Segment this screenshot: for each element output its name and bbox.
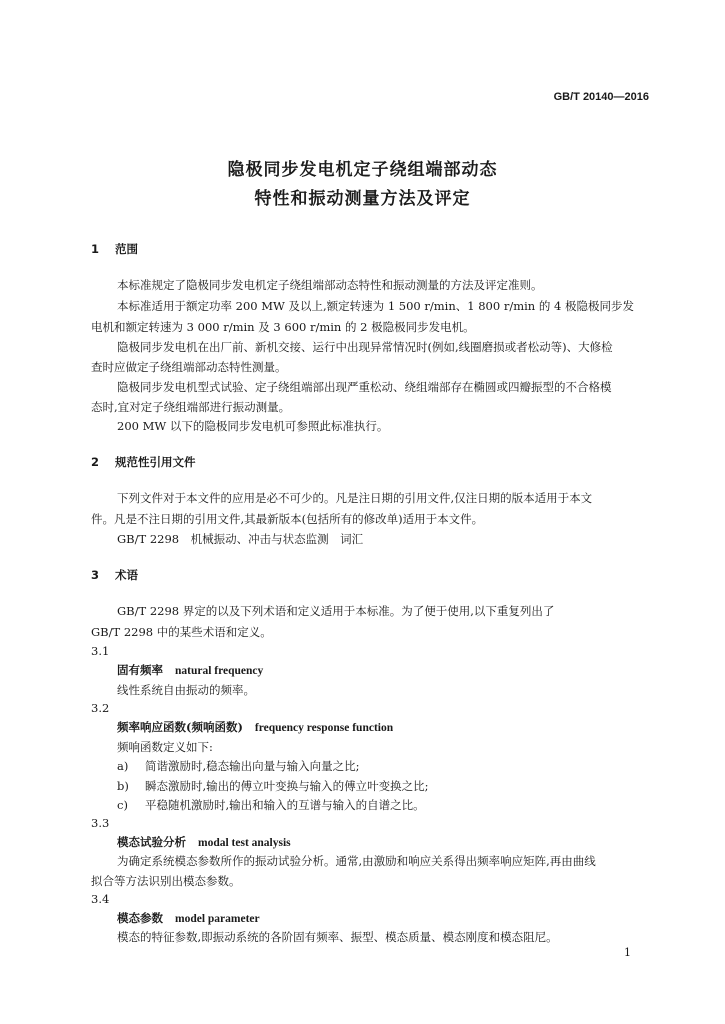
term-number: 3.1: [91, 644, 110, 658]
term-number: 3.2: [91, 701, 110, 715]
list-item: [117, 778, 429, 794]
term-name-zh: 频率响应函数(频响函数): [117, 720, 243, 734]
section-3-heading: [91, 567, 138, 583]
list-item: [117, 758, 360, 774]
term-definition: 为确定系统模态参数所作的振动试验分析。通常,由激励和响应关系得出频率响应矩阵,再由曲线: [117, 854, 596, 868]
paragraph: 查时应做定子绕组端部动态特性测量。: [91, 360, 287, 374]
list-item-text: 简谐激励时,稳态输出向量与输入向量之比;: [145, 759, 360, 773]
list-item-text: 平稳随机激励时,输出和输入的互谱与输入的自谱之比。: [145, 798, 425, 812]
term-definition: 频响函数定义如下:: [117, 740, 213, 754]
section-2-heading: [91, 454, 196, 470]
term-number: 3.4: [91, 892, 110, 906]
section-title: 术语: [115, 568, 138, 582]
standard-number: GB/T 20140—2016: [553, 91, 649, 103]
term-name-en: model parameter: [175, 913, 260, 925]
term-number: 3.3: [91, 816, 110, 830]
section-number: 3: [91, 568, 100, 582]
term-definition: 模态的特征参数,即振动系统的各阶固有频率、振型、模态质量、模态刚度和模态阻尼。: [117, 930, 558, 944]
paragraph: 件。凡是不注日期的引用文件,其最新版本(包括所有的修改单)适用于本文件。: [91, 512, 484, 526]
term-definition: 拟合等方法识别出模态参数。: [91, 874, 241, 888]
paragraph: 态时,宜对定子绕组端部进行振动测量。: [91, 400, 291, 414]
paragraph: 下列文件对于本文件的应用是必不可少的。凡是注日期的引用文件,仅注日期的版本适用于本文: [117, 491, 593, 505]
list-item-label: c): [117, 798, 128, 812]
section-title: 范围: [115, 242, 138, 256]
paragraph: 隐极同步发电机在出厂前、新机交接、运行中出现异常情况时(例如,线圈磨损或者松动等)、大修检: [117, 340, 613, 354]
paragraph: GB/T 2298 界定的以及下列术语和定义适用于本标准。为了便于使用,以下重复列出了: [117, 604, 555, 618]
term-heading: [117, 910, 260, 926]
document-title-line1: 隐极同步发电机定子绕组端部动态: [227, 160, 498, 180]
list-item: [117, 797, 425, 813]
term-name-en: frequency response function: [254, 722, 394, 734]
term-definition: 线性系统自由振动的频率。: [117, 683, 255, 697]
paragraph: 隐极同步发电机型式试验、定子绕组端部出现严重松动、绕组端部存在椭圆或四瓣振型的不合格模: [117, 380, 612, 394]
section-number: 1: [91, 242, 100, 256]
paragraph: 本标准规定了隐极同步发电机定子绕组端部动态特性和振动测量的方法及评定准则。: [117, 278, 543, 292]
list-item-label: b): [117, 779, 129, 793]
term-heading: [117, 662, 263, 678]
paragraph: 200 MW 以下的隐极同步发电机可参照此标准执行。: [117, 419, 389, 433]
section-title: 规范性引用文件: [115, 455, 196, 469]
paragraph: 电机和额定转速为 3 000 r/min 及 3 600 r/min 的 2 极隐极同步发电机。: [91, 320, 475, 334]
section-number: 2: [91, 455, 100, 469]
term-name-en: natural frequency: [175, 665, 264, 677]
list-item-label: a): [117, 759, 129, 773]
term-name-zh: 固有频率: [117, 663, 163, 677]
paragraph: GB/T 2298 中的某些术语和定义。: [91, 625, 272, 639]
page-number: 1: [624, 946, 631, 959]
term-name-zh: 模态试验分析: [117, 835, 186, 849]
term-name-en: modal test analysis: [198, 837, 291, 849]
reference-entry: GB/T 2298 机械振动、冲击与状态监测 词汇: [117, 532, 364, 546]
document-title-line2: 特性和振动测量方法及评定: [254, 189, 471, 209]
term-name-zh: 模态参数: [117, 911, 163, 925]
paragraph: 本标准适用于额定功率 200 MW 及以上,额定转速为 1 500 r/min、1 800 r/min 的 4 极隐极同步发: [117, 299, 634, 313]
section-1-heading: [91, 241, 138, 257]
term-heading: [117, 834, 291, 850]
list-item-text: 瞬态激励时,输出的傅立叶变换与输入的傅立叶变换之比;: [145, 779, 429, 793]
term-heading: [117, 719, 393, 735]
